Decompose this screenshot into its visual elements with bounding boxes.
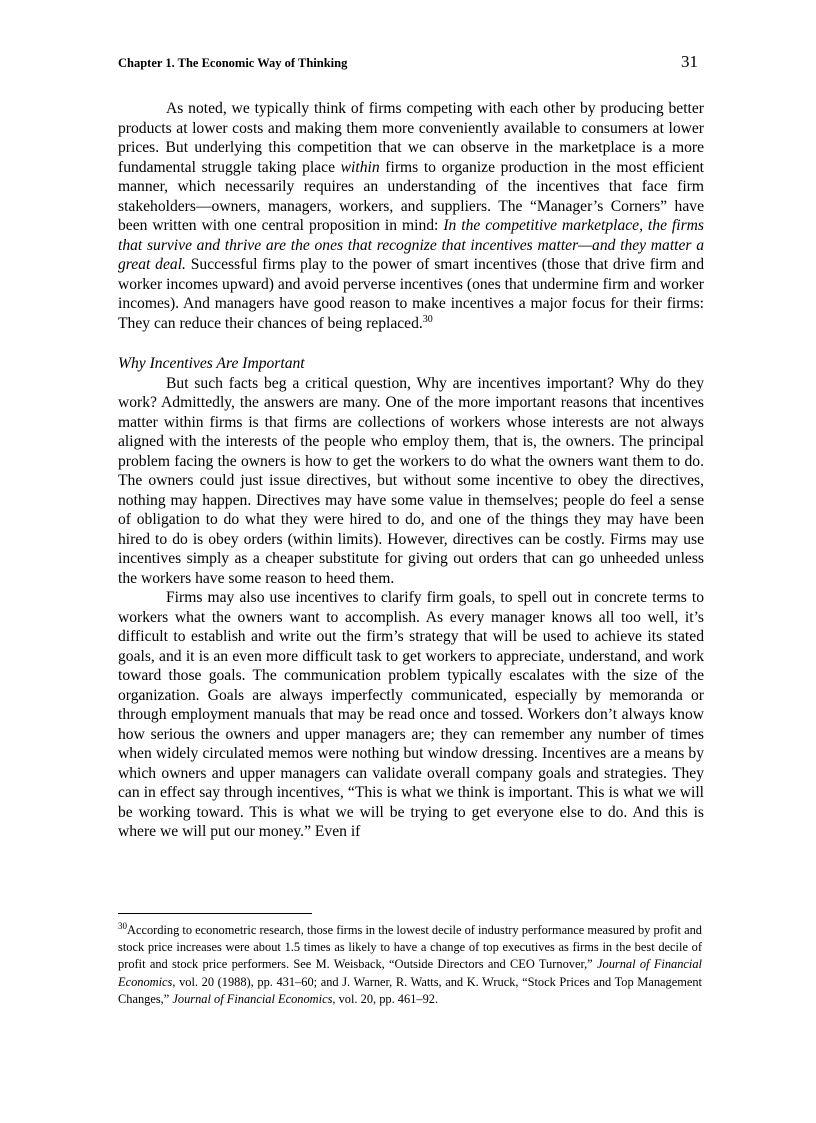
footnote-journal-1: Journal of Financial Economics: [118, 957, 702, 989]
chapter-title: Chapter 1. The Economic Way of Thinking: [118, 56, 348, 70]
emphasis-proposition: In the competitive marketplace, the firms that survive and thrive are the ones that recognize that incentives matter—and they matter a great deal.: [118, 217, 704, 273]
paragraph-2: But such facts beg a critical question, Why are incentives important? Why do they work? Admittedly, the answers are many. One of the more important reasons that incentives matter within firms is that firms are collections of workers whose interests are not always aligned with the interests of the people who employ them, that is, the owners. The principal problem facing the owners is how to get the workers to do what the owners want them to do. The owners could just issue directives, but without some incentive to obey the directives, nothing may happen. Directives may have some value in themselves; people do feel a sense of obligation to do what they were hired to do, and one of the things they may have been hired to do is obey orders (within limits). However, directives can be costly. Firms may use incentives simply as a cheaper substitute for giving out orders that can go unheeded unless the workers have some reason to heed them.: [118, 374, 704, 587]
footnote-text-b: , vol. 20 (1988), pp. 431–60; and J. Warner, R. Watts, and K. Wruck, “Stock Prices and Top Management Changes,”: [118, 974, 702, 1006]
footnote-text-c: , vol. 20, pp. 461–92.: [332, 991, 439, 1006]
paragraph-1: [118, 99, 704, 333]
emphasis-within: within: [340, 158, 380, 176]
footnote: [118, 922, 702, 1008]
body-text: [118, 99, 704, 842]
footnote-reference[interactable]: 30: [422, 313, 433, 325]
footnote-number: 30: [118, 920, 127, 931]
running-header: [118, 52, 698, 72]
page-number: 31: [681, 52, 698, 71]
footnote-divider: [118, 913, 312, 914]
paragraph-1-text-b: firms to organize production in the most efficient manner, which necessarily requires an understanding of the incentives that face firm stakeholders—owners, managers, workers, and suppliers. The “Manager’s Corners” have been written with one central proposition in mind:: [118, 158, 704, 234]
section-subheading: Why Incentives Are Important: [118, 355, 305, 372]
paragraph-3: Firms may also use incentives to clarify firm goals, to spell out in concrete terms to workers what the owners want to accomplish. As every manager knows all too well, it’s difficult to establish and write out the firm’s strategy that will be used to achieve its stated goals, and it is an even more difficult task to get workers to appreciate, understand, and work toward those goals. The communication problem typically escalates with the size of the organization. Goals are always imperfectly communicated, especially by memoranda or through employment manuals that may be read once and tossed. Workers don’t always know how serious the owners and upper managers are; they can remember any number of times when widely circulated memos were nothing but window dressing. Incentives are a means by which owners and upper managers can validate overall company goals and strategies. They can in effect say through incentives, “This is what we think is important. This is what we will be working toward. This is what we will be trying to get everyone else to do. And this is where we will put our money.” Even if: [118, 589, 704, 840]
paragraph-1-text-a: As noted, we typically think of firms competing with each other by producing better products at lower costs and making them more conveniently available to consumers at lower prices. But underlying this competition that we can observe in the marketplace is a more fundamental struggle taking place: [118, 100, 704, 176]
footnote-journal-2: Journal of Financial Economics: [172, 991, 333, 1006]
footnote-text-a: According to econometric research, those firms in the lowest decile of industry performance measured by profit and stock price increases were about 1.5 times as likely to have a change of top executives as firms in the best decile of profit and stock price performers. See M. Weisback, “Outside Directors and CEO Turnover,”: [118, 923, 702, 972]
paragraph-1-text-c: Successful firms play to the power of smart incentives (those that drive firm and worker incomes upward) and avoid perverse incentives (ones that undermine firm and worker incomes). And managers have good reason to make incentives a major focus for their firms: They can reduce their chances of being replaced.: [118, 256, 704, 332]
